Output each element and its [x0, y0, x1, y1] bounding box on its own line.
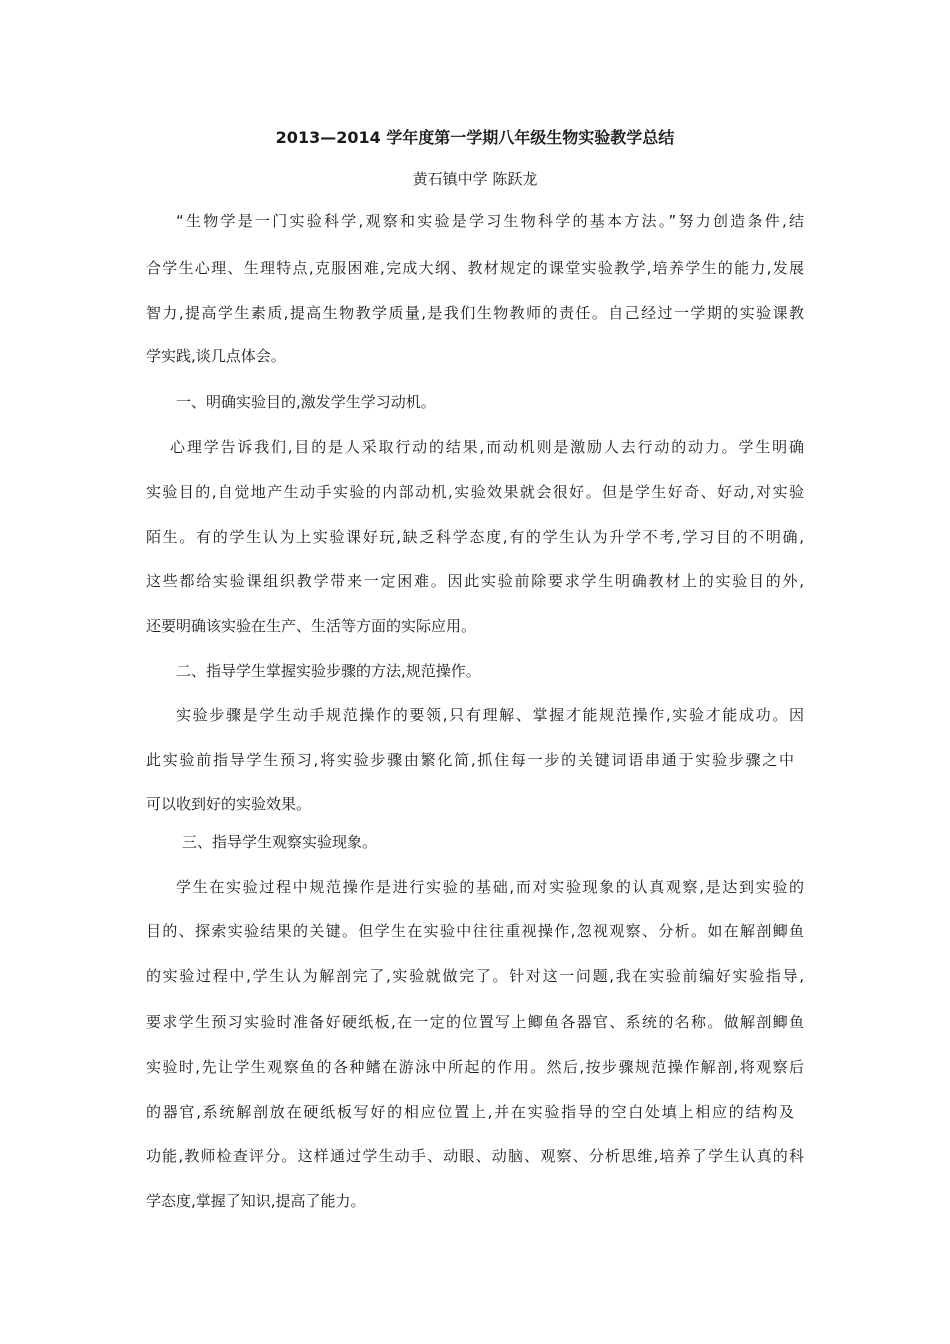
paragraph-line: 学态度,掌握了知识,提高了能力。 — [146, 1192, 366, 1210]
paragraph-line: 还要明确该实验在生产、生活等方面的实际应用。 — [146, 617, 477, 635]
section-heading: 二、指导学生掌握实验步骤的方法,规范操作。 — [176, 662, 481, 680]
section-heading: 三、指导学生观察实验现象。 — [182, 833, 378, 851]
paragraph-line: “生物学是一门实验科学,观察和实验是学习生物科学的基本方法。”努力创造条件,结 — [176, 212, 804, 230]
paragraph-line: 合学生心理、生理特点,克服困难,完成大纲、教材规定的课堂实验教学,培养学生的能力,发展 — [146, 259, 804, 277]
paragraph-line: 可以收到好的实验效果。 — [146, 795, 312, 813]
paragraph-line: 学生在实验过程中规范操作是进行实验的基础,而对实验现象的认真观察,是达到实验的 — [176, 878, 804, 896]
document-author: 黄石镇中学 陈跃龙 — [412, 170, 538, 188]
paragraph-line: 这些都给实验课组织教学带来一定困难。因此实验前除要求学生明确教材上的实验目的外, — [146, 572, 804, 590]
paragraph-line: 的实验过程中,学生认为解剖完了,实验就做完了。针对这一问题,我在实验前编好实验指导, — [146, 967, 804, 985]
section-heading: 一、明确实验目的,激发学生学习动机。 — [176, 393, 436, 411]
document-title: 2013—2014 学年度第一学期八年级生物实验教学总结 — [275, 128, 675, 147]
paragraph-line: 心理学告诉我们,目的是人采取行动的结果,而动机则是激励人去行动的动力。学生明确 — [170, 438, 804, 456]
paragraph-line: 陌生。有的学生认为上实验课好玩,缺乏科学态度,有的学生认为升学不考,学习目的不明确, — [146, 528, 804, 546]
paragraph-line: 此实验前指导学生预习,将实验步骤由繁化简,抓住每一步的关键词语串通于实验步骤之中 — [146, 751, 794, 769]
paragraph-line: 功能,教师检查评分。这样通过学生动手、动眼、动脑、观察、分析思维,培养了学生认真的科 — [146, 1147, 804, 1165]
paragraph-line: 的器官,系统解剖放在硬纸板写好的相应位置上,并在实验指导的空白处填上相应的结构及 — [146, 1103, 794, 1121]
paragraph-line: 智力,提高学生素质,提高生物教学质量,是我们生物教师的责任。自己经过一学期的实验课教 — [146, 304, 804, 322]
paragraph-line: 目的、探索实验结果的关键。但学生在实验中往往重视操作,忽视观察、分析。如在解剖鲫鱼 — [146, 922, 804, 940]
paragraph-line: 实验时,先让学生观察鱼的各种鳍在游泳中所起的作用。然后,按步骤规范操作解剖,将观察后 — [146, 1058, 804, 1076]
paragraph-line: 实验步骤是学生动手规范操作的要领,只有理解、掌握才能规范操作,实验才能成功。因 — [176, 706, 804, 724]
paragraph-line: 实验目的,自觉地产生动手实验的内部动机,实验效果就会很好。但是学生好奇、好动,对实验 — [146, 483, 804, 501]
paragraph-line: 要求学生预习实验时准备好硬纸板,在一定的位置写上鲫鱼各器官、系统的名称。做解剖鲫鱼 — [146, 1013, 804, 1031]
paragraph-line: 学实践,谈几点体会。 — [146, 347, 286, 365]
